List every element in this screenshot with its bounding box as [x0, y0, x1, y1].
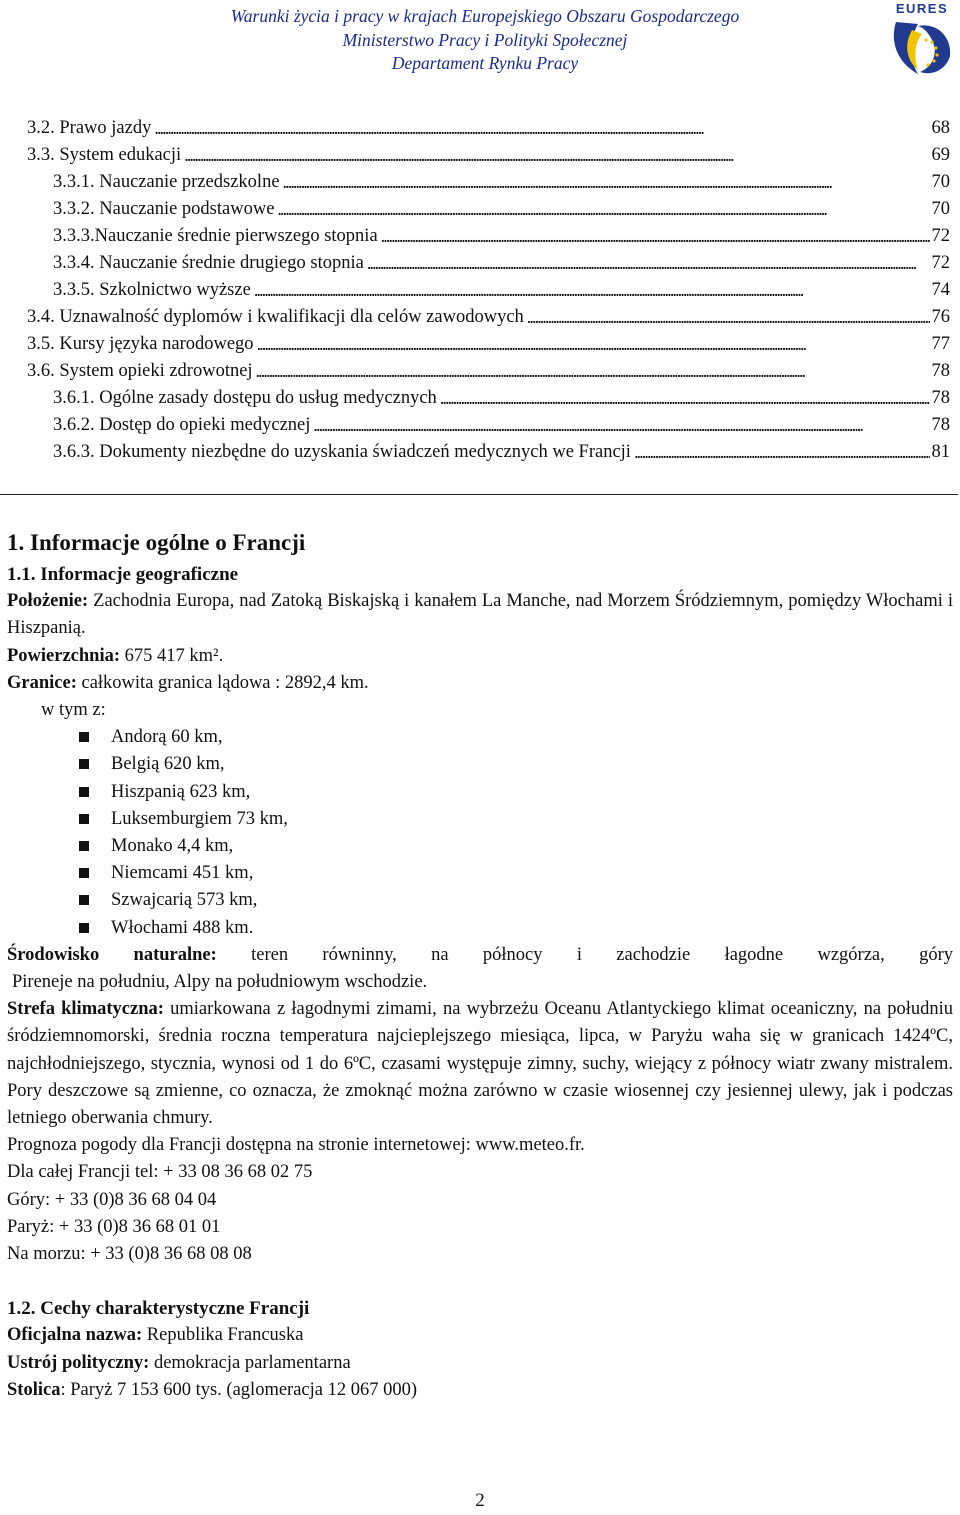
square-bullet-icon — [79, 923, 89, 933]
toc-entry-title: 3.3.3.Nauczanie średnie pierwszego stopnia — [53, 223, 379, 250]
list-item — [77, 724, 953, 751]
toc-entry[interactable] — [27, 304, 950, 331]
toc-entry-page: 78 — [931, 388, 950, 408]
weather-forecast-text: Prognoza pogody dla Francji dostępna na stronie internetowej: www.meteo.fr. — [7, 1135, 585, 1156]
toc-entry[interactable] — [27, 331, 950, 358]
list-item — [77, 779, 953, 806]
document-body — [7, 525, 953, 1404]
square-bullet-icon — [79, 759, 89, 769]
toc-leader — [313, 412, 929, 439]
climate-label: Strefa klimatyczna: — [7, 999, 164, 1020]
list-item-text: Andorą 60 km, — [111, 727, 223, 748]
page-number: 2 — [475, 1490, 485, 1511]
list-item-text: Belgią 620 km, — [111, 754, 225, 775]
toc-entry-title: 3.3.5. Szkolnictwo wyższe — [53, 277, 252, 304]
toc-entry-page: 74 — [931, 280, 950, 300]
toc-entry-title: 3.6.2. Dostęp do opieki medycznej — [53, 412, 311, 439]
borders-list — [7, 724, 953, 942]
square-bullet-icon — [79, 787, 89, 797]
list-item — [77, 860, 953, 887]
toc-leader — [440, 385, 930, 412]
toc-entry[interactable] — [53, 196, 950, 223]
eures-logo-icon — [888, 0, 956, 78]
header-text — [185, 5, 785, 76]
eures-logo-text: EURES — [895, 1, 949, 16]
toc-leader — [283, 169, 930, 196]
square-bullet-icon — [79, 841, 89, 851]
section-divider — [0, 494, 958, 495]
square-bullet-icon — [79, 868, 89, 878]
toc-entry-title: 3.3.4. Nauczanie średnie drugiego stopnia — [53, 250, 365, 277]
toc-entry[interactable] — [53, 385, 950, 412]
official-name-text: Republika Francuska — [142, 1325, 304, 1346]
toc-entry-title: 3.5. Kursy języka narodowego — [27, 331, 255, 358]
toc-entry[interactable] — [53, 277, 950, 304]
header-line-2: Ministerstwo Pracy i Polityki Społecznej — [342, 29, 628, 50]
toc-leader — [257, 331, 930, 358]
header-line-1: Warunki życia i pracy w krajach Europejskiego Obszaru Gospodarczego — [230, 6, 740, 26]
environment-paragraph-cont: Pireneje na południu, Alpy na południowym wschodzie. — [12, 972, 428, 993]
phone-france: Dla całej Francji tel: + 33 08 36 68 02 75 — [7, 1162, 313, 1183]
phone-mountains: Góry: + 33 (0)8 36 68 04 04 — [7, 1189, 217, 1210]
toc-leader — [277, 196, 929, 223]
toc-entry-page: 76 — [931, 307, 950, 327]
list-item — [77, 887, 953, 914]
area-label: Powierzchnia: — [7, 645, 121, 666]
official-name-paragraph — [7, 1322, 953, 1349]
political-system-paragraph — [7, 1350, 953, 1377]
toc-leader — [634, 439, 930, 466]
capital-label: Stolica — [7, 1379, 61, 1400]
toc-entry-title: 3.3.2. Nauczanie podstawowe — [53, 196, 275, 223]
toc-leader — [367, 250, 930, 277]
capital-text: : Paryż 7 153 600 tys. (aglomeracja 12 067 000) — [60, 1379, 418, 1400]
section-title: 1. Informacje ogólne o Francji — [7, 530, 306, 555]
political-system-text: demokracja parlamentarna — [149, 1352, 351, 1373]
location-paragraph — [7, 588, 953, 642]
list-item — [77, 915, 953, 942]
list-item-text: Szwajcarią 573 km, — [111, 890, 258, 911]
toc-entry-page: 70 — [931, 199, 950, 219]
environment-label: Środowisko naturalne: — [7, 944, 217, 965]
toc-entry[interactable] — [27, 358, 950, 385]
toc-entry-title: 3.6.3. Dokumenty niezbędne do uzyskania świadczeń medycznych we Francji — [53, 439, 632, 466]
subsection-title-characteristics: 1.2. Cechy charakterystyczne Francji — [7, 1298, 310, 1320]
toc-entry-title: 3.3.1. Nauczanie przedszkolne — [53, 169, 281, 196]
toc-leader — [184, 142, 929, 169]
toc-leader — [256, 358, 930, 385]
phone-paris: Paryż: + 33 (0)8 36 68 01 01 — [7, 1216, 221, 1237]
toc-entry-page: 77 — [931, 334, 950, 354]
borders-intro: w tym z: — [41, 700, 106, 721]
list-item — [77, 833, 953, 860]
toc-entry-title: 3.4. Uznawalność dyplomów i kwalifikacji dla celów zawodowych — [27, 304, 525, 331]
phone-sea: Na morzu: + 33 (0)8 36 68 08 08 — [7, 1244, 252, 1265]
toc-entry[interactable] — [53, 250, 950, 277]
toc-leader — [527, 304, 930, 331]
environment-text: teren równinny, na północy i zachodzie łagodne wzgórza, góry — [216, 944, 953, 965]
toc-entry-title: 3.2. Prawo jazdy — [27, 115, 152, 142]
toc-entry-page: 70 — [931, 172, 950, 192]
borders-label: Granice: — [7, 672, 77, 693]
list-item-text: Hiszpanią 623 km, — [111, 781, 251, 802]
toc-entry-page: 78 — [931, 415, 950, 435]
toc-entry-page: 78 — [931, 361, 950, 381]
list-item — [77, 751, 953, 778]
climate-paragraph — [7, 996, 953, 1132]
toc-leader — [254, 277, 930, 304]
toc-entry[interactable] — [27, 115, 950, 142]
toc-entry-page: 72 — [931, 226, 950, 246]
list-item-text: Luksemburgiem 73 km, — [111, 808, 288, 829]
toc-entry-title: 3.3. System edukacji — [27, 142, 182, 169]
list-item-text: Niemcami 451 km, — [111, 863, 254, 884]
location-label: Położenie: — [7, 591, 89, 612]
toc-entry-title: 3.6.1. Ogólne zasady dostępu do usług medycznych — [53, 385, 438, 412]
toc-entry-page: 68 — [931, 118, 950, 138]
location-text: Zachodnia Europa, nad Zatoką Biskajską i kanałem La Manche, nad Morzem Śródziemnym, pomiędzy Włochami i Hiszpanią. — [7, 591, 953, 639]
toc-entry-page: 72 — [931, 253, 950, 273]
climate-text: umiarkowana z łagodnymi zimami, na wybrzeżu Oceanu Atlantyckiego klimat oceaniczny, na południu śródziemnomorski, średnia roczna temperatura najcieplejszego miesiąca, lipca, w Paryżu waha się w granicach 1424ºC, najchłodniejszego, stycznia, wynosi od 1 do 6ºC, czasami występuje zimny, suchy, wiejący z północy wiatr zwany mistralem. Pory deszczowe są zmienne, co oznacza, że zmoknąć można zarówno w czasie wiosennej czy jesiennej ulewy, jak i podczas letniego oberwania chmury. — [7, 999, 954, 1129]
list-item-text: Monako 4,4 km, — [111, 836, 234, 857]
list-item — [77, 806, 953, 833]
area-paragraph — [7, 643, 953, 670]
area-text: 675 417 km². — [120, 645, 224, 666]
environment-paragraph — [7, 942, 953, 969]
toc-entry[interactable] — [53, 412, 950, 439]
toc-leader — [381, 223, 930, 250]
toc-entry[interactable] — [53, 223, 950, 250]
subsection-title-geography: 1.1. Informacje geograficzne — [7, 564, 239, 585]
borders-paragraph — [7, 670, 953, 697]
political-system-label: Ustrój polityczny: — [7, 1352, 150, 1373]
header-line-3: Departament Rynku Pracy — [391, 53, 579, 73]
toc-entry-page: 81 — [931, 442, 950, 462]
toc-entry-page: 69 — [931, 145, 950, 165]
toc-entry[interactable] — [53, 169, 950, 196]
toc-leader — [154, 115, 929, 142]
page-header — [0, 0, 960, 80]
square-bullet-icon — [79, 895, 89, 905]
toc-entry[interactable] — [53, 439, 950, 466]
square-bullet-icon — [79, 814, 89, 824]
toc-entry-title: 3.6. System opieki zdrowotnej — [27, 358, 254, 385]
list-item-text: Włochami 488 km. — [111, 917, 254, 938]
capital-paragraph — [7, 1377, 953, 1404]
square-bullet-icon — [79, 732, 89, 742]
borders-text: całkowita granica lądowa : 2892,4 km. — [76, 672, 369, 693]
toc-entry[interactable] — [27, 142, 950, 169]
official-name-label: Oficjalna nazwa: — [7, 1325, 143, 1346]
